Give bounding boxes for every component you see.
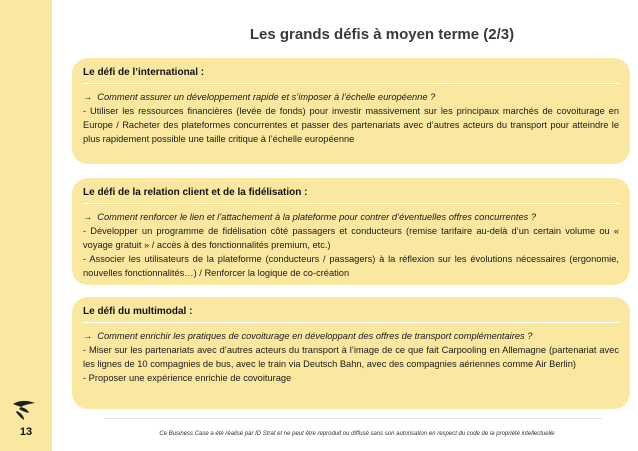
challenge-panel-customer-relation [72, 178, 630, 285]
page-number: 13 [19, 426, 33, 438]
question-text: Comment renforcer le lien et l’attachement à la plateforme pour contrer d’éventuelles offres concurrentes ? [97, 212, 537, 222]
panel-body [83, 90, 619, 146]
panel-point: - Utiliser les ressources financières (levée de fonds) pour investir massivement sur les principaux marchés de covoiturage en Europe / Racheter des plateformes concurrentes et passer des partenariats avec d’autres acteurs du transport pour atteindre le plus rapidement possible une taille critique à l’échelle européenne [83, 106, 619, 144]
challenge-panel-multimodal [72, 297, 630, 409]
slide-title: Les grands défis à moyen terme (2/3) [249, 26, 515, 43]
panel-point: - Proposer une expérience enrichie de covoiturage [83, 373, 292, 383]
arrow-right-icon: → [83, 92, 93, 102]
arrow-right-icon: → [83, 331, 93, 341]
question-text: Comment assurer un développement rapide et s’imposer à l’échelle européenne ? [97, 92, 436, 102]
left-sidebar [0, 0, 52, 451]
panel-question [83, 329, 619, 343]
panel-question [83, 90, 619, 104]
panel-point: - Développer un programme de fidélisation côté passagers et conducteurs (remise tarifaire au-delà d’un certain volume ou « voyage gratuit » / accès à des fonctionnalités premium, etc.) [83, 226, 619, 250]
panel-point: - Miser sur les partenariats avec d’autres acteurs du transport à l’image de ce que fait Carpooling en Allemagne (partenariat avec les lignes de 10 compagnies de bus, avec le train via Deutsch Bahn, avec des compagnies aériennes comme Air Berlin) [83, 345, 619, 369]
arrow-right-icon: → [83, 212, 93, 222]
question-text: Comment enrichir les pratiques de covoiturage en développant des offres de transport complémentaires ? [97, 331, 533, 341]
panel-heading: Le défi de la relation client et de la fidélisation : [83, 178, 619, 204]
logo-icon [11, 398, 39, 422]
panel-body [83, 329, 619, 385]
footer-disclaimer: Ce Business Case a été réalisé par ID Strat et ne peut être reproduit ou diffusé sans son autorisation en respect du code de la propriété intellectuelle [159, 431, 555, 437]
panel-question [83, 210, 619, 224]
panel-point: - Associer les utilisateurs de la plateforme (conducteurs / passagers) à la réflexion sur les évolutions nécessaires (ergonomie, nouvelles fonctionnalités…) / Renforcer la logique de co-création [83, 254, 619, 278]
footer-divider [104, 418, 602, 419]
panel-body [83, 210, 619, 280]
panel-heading: Le défi du multimodal : [83, 297, 619, 323]
challenge-panel-international [72, 58, 630, 164]
panel-heading: Le défi de l’international : [83, 58, 619, 84]
